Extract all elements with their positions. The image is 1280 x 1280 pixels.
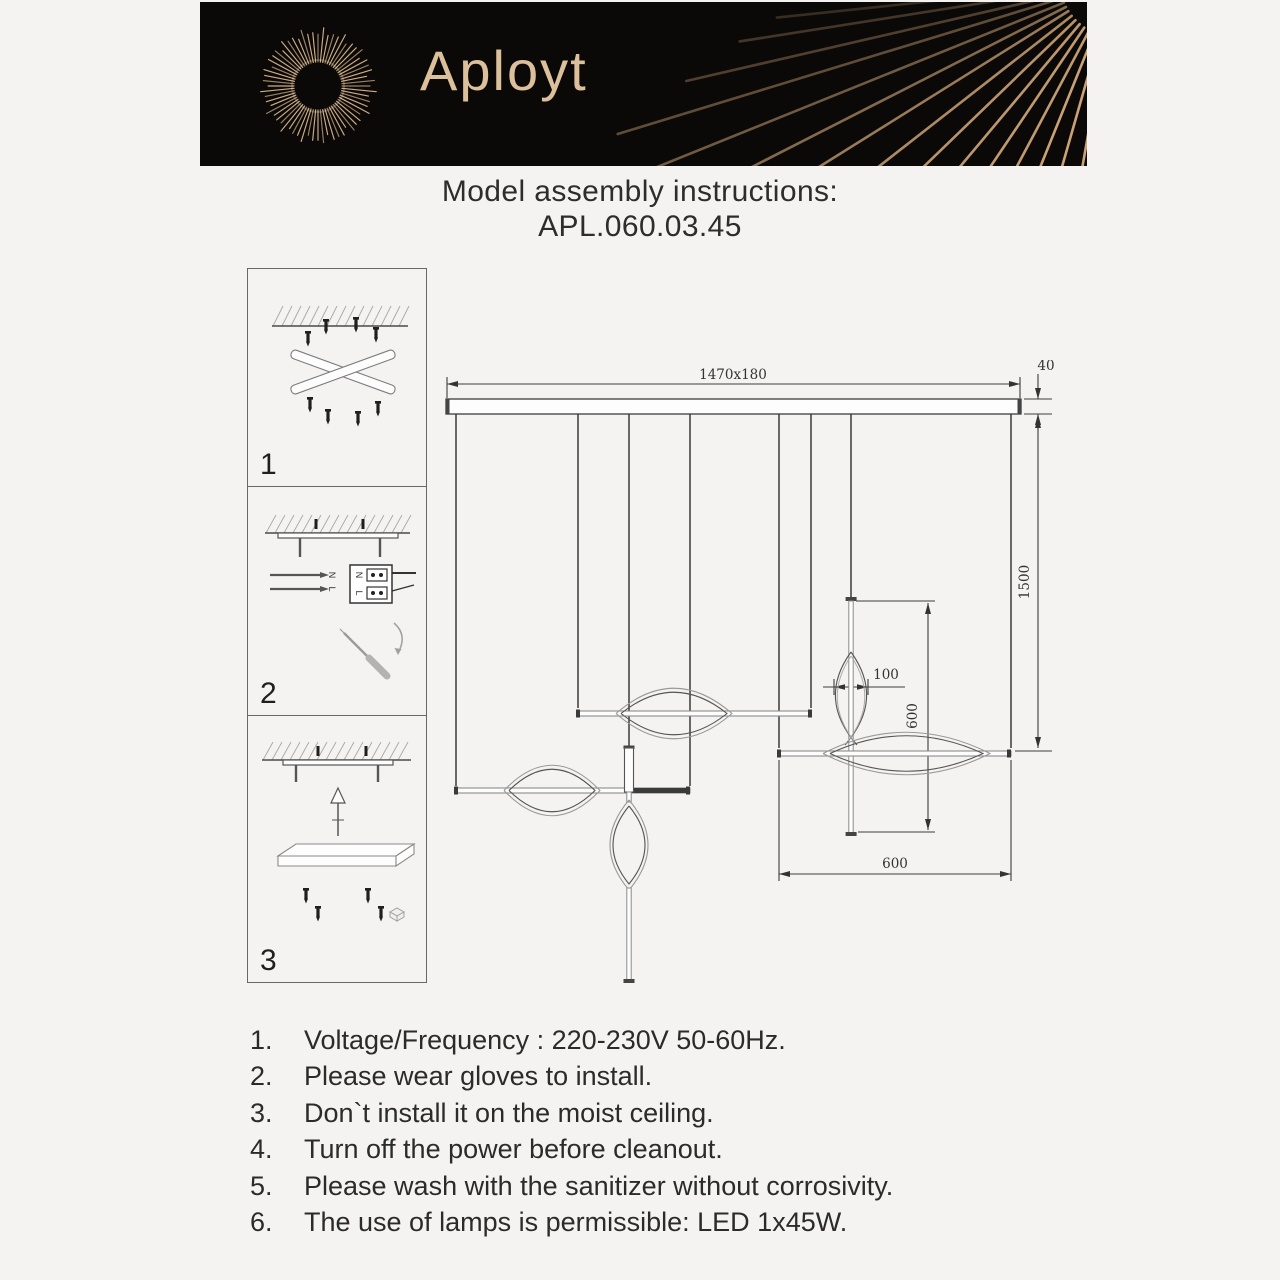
list-item-text: Turn off the power before cleanout. xyxy=(304,1134,723,1165)
list-item-number: 1. xyxy=(250,1025,273,1055)
step-3-panel xyxy=(247,715,427,983)
lamp-tube-middle xyxy=(576,688,812,739)
dim-vertical-lamp-height: 600 xyxy=(905,703,921,729)
lamp-tube-center-vertical xyxy=(610,746,648,984)
list-item-number: 2. xyxy=(250,1061,273,1092)
ceiling-hatch xyxy=(266,515,411,533)
canopy-plate-icon xyxy=(278,844,414,866)
canopy-end-cap-right xyxy=(1018,399,1022,414)
list-item-number: 6. xyxy=(250,1207,273,1238)
step-3-number: 3 xyxy=(260,944,277,977)
list-item xyxy=(250,1058,1060,1094)
dimension-lines xyxy=(447,374,1052,881)
lamp-tube-right-vertical xyxy=(835,597,866,836)
mounting-plate-icon xyxy=(278,519,398,557)
page-title: Model assembly instructions: xyxy=(441,175,839,208)
terminal-block-icon xyxy=(350,565,416,603)
brand-logo-text: Aployt xyxy=(420,39,588,102)
step-2-panel xyxy=(247,486,427,716)
list-item-text: Please wear gloves to install. xyxy=(304,1061,653,1092)
step-2-number: 2 xyxy=(260,677,277,710)
list-item xyxy=(250,1022,1060,1058)
ceiling-hatch xyxy=(273,306,409,326)
list-item-number: 4. xyxy=(250,1134,273,1165)
title-block xyxy=(0,174,1280,244)
list-item-text: Please wash with the sanitizer without corrosivity. xyxy=(304,1170,894,1201)
step-1-number: 1 xyxy=(260,448,277,481)
brand-banner xyxy=(200,2,1087,166)
dim-canopy-size: 1470x180 xyxy=(699,367,767,383)
list-item-text: Voltage/Frequency : 220-230V 50-60Hz. xyxy=(304,1025,786,1055)
list-item xyxy=(250,1131,1060,1167)
model-number: APL.060.03.45 xyxy=(538,210,742,243)
lamp-tube-right xyxy=(777,732,1011,775)
starburst-logo-icon xyxy=(261,28,377,143)
screwdriver-icon xyxy=(340,623,402,676)
list-item-number: 3. xyxy=(250,1097,273,1128)
canopy-bar xyxy=(446,399,1021,414)
list-item-text: Don`t install it on the moist ceiling. xyxy=(304,1097,714,1128)
wire-l-label: L xyxy=(327,586,337,592)
instruction-list xyxy=(250,1022,1060,1240)
banner-decoration xyxy=(200,2,1087,166)
list-item-text: The use of lamps is permissible: LED 1x45W. xyxy=(304,1207,848,1238)
step-3-pictogram xyxy=(248,716,425,981)
lamp-tube-left xyxy=(454,765,690,816)
terminal-l-label: L xyxy=(354,590,364,596)
list-item-number: 5. xyxy=(250,1170,273,1201)
dim-horizontal-lamp-length: 600 xyxy=(882,856,908,872)
technical-drawing xyxy=(440,360,1072,1010)
wiring-diagram xyxy=(270,565,416,603)
dim-leaf-width: 100 xyxy=(873,667,899,683)
dimension-arrows xyxy=(447,381,1041,877)
dim-canopy-thickness: 40 xyxy=(1037,360,1055,374)
step-1-panel xyxy=(247,268,427,487)
starburst-inner-ring xyxy=(292,60,344,112)
up-arrow-icon xyxy=(331,788,345,836)
ceiling-hatch xyxy=(263,742,408,760)
wire-n-label: N xyxy=(327,571,337,579)
list-item xyxy=(250,1168,1060,1204)
dim-suspension-drop: 1500 xyxy=(1017,564,1033,600)
list-item xyxy=(250,1095,1060,1131)
cross-bracket-icon xyxy=(290,349,396,395)
hex-key-icon xyxy=(390,908,404,921)
canopy-end-cap-left xyxy=(446,399,450,414)
list-item xyxy=(250,1204,1060,1240)
canopy-screws-icon xyxy=(303,888,384,922)
terminal-n-label: N xyxy=(354,571,364,579)
mounted-bracket-icon xyxy=(283,746,393,782)
